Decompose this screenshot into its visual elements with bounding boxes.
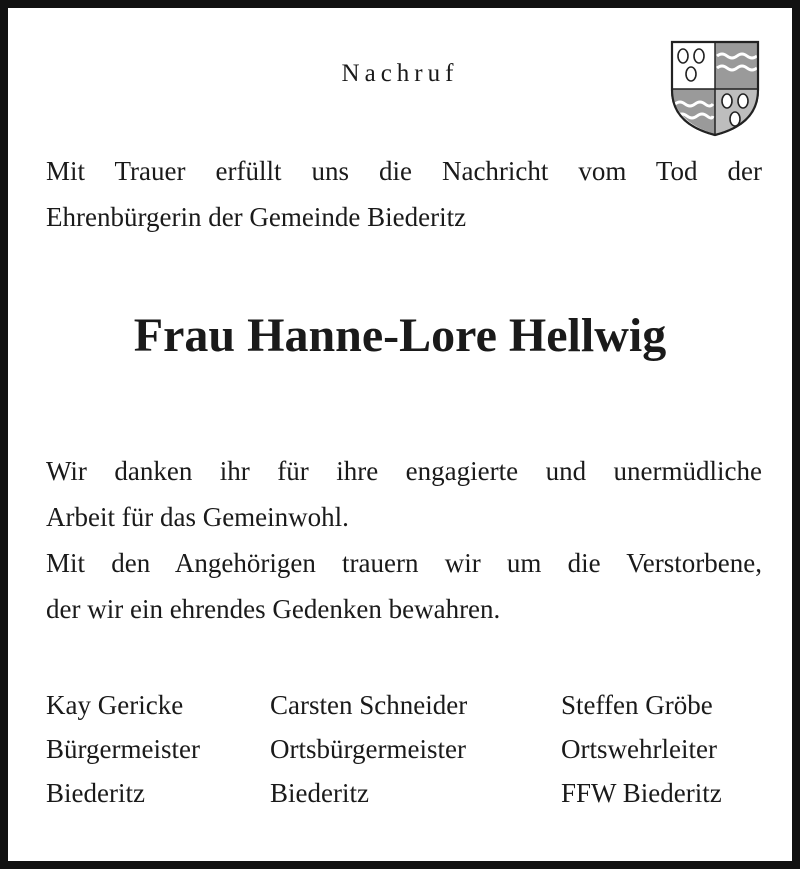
signatory-title: Ortsbürgermeister	[270, 734, 466, 764]
signatory-title: Bürgermeister	[46, 734, 200, 764]
body-line: Wir danken ihr für ihre engagierte und unermüdliche	[46, 456, 762, 486]
signatory-place: FFW Biederitz	[561, 778, 722, 808]
intro-line: Ehrenbürgerin der Gemeinde Biederitz	[46, 202, 467, 232]
body-line: der wir ein ehrendes Gedenken bewahren.	[46, 594, 501, 624]
notice-heading: Nachruf	[341, 60, 459, 87]
signatory	[561, 683, 722, 815]
body-paragraph	[46, 448, 762, 632]
body-line: Mit den Angehörigen trauern wir um die Verstorbene,	[46, 548, 762, 578]
deceased-name: Frau Hanne-Lore Hellwig	[133, 309, 667, 362]
signatory	[270, 683, 467, 815]
signatory-name: Carsten Schneider	[270, 690, 468, 720]
signatory-place: Biederitz	[270, 778, 369, 808]
intro-paragraph	[46, 148, 762, 240]
body-line: Arbeit für das Gemeinwohl.	[46, 502, 349, 532]
signatory	[46, 683, 200, 815]
signatory-name: Kay Gericke	[46, 690, 184, 720]
signatory-place: Biederitz	[46, 778, 145, 808]
signatory-title: Ortswehrleiter	[561, 734, 717, 764]
coat-of-arms-icon	[668, 38, 762, 138]
signatory-name: Steffen Gröbe	[561, 690, 713, 720]
intro-line: Mit Trauer erfüllt uns die Nachricht vom Tod der	[46, 156, 762, 186]
